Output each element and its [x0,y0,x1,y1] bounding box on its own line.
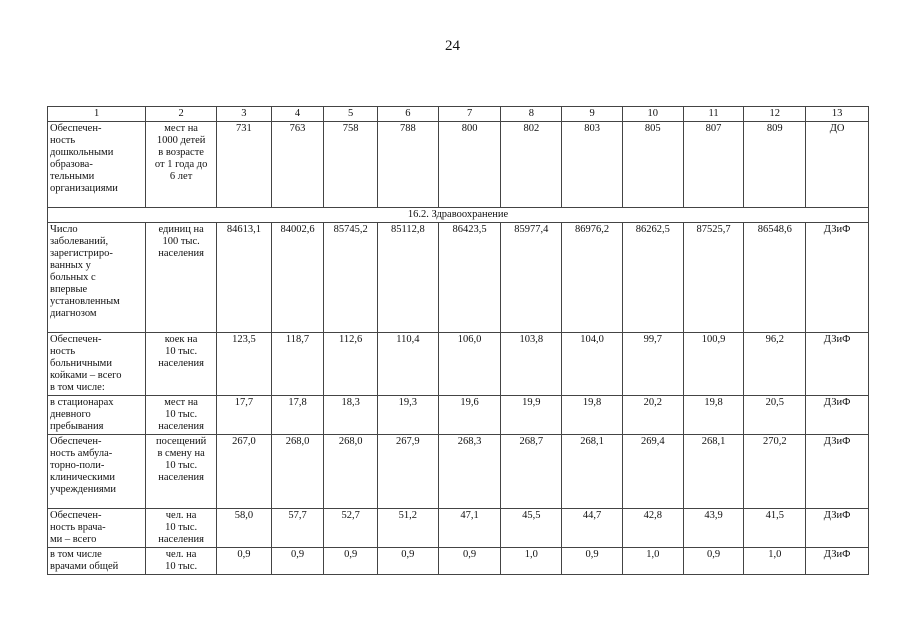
value-cell: 18,3 [324,396,378,435]
executor-cell: ДЗиФ [806,509,869,548]
value-cell: 87525,7 [683,223,744,333]
value-cell: 268,3 [438,435,501,509]
indicator-cell: Обеспечен- ность дошкольными образова- тельными организациями [48,122,146,208]
executor-cell: ДЗиФ [806,223,869,333]
executor-cell: ДЗиФ [806,333,869,396]
value-cell: 270,2 [744,435,806,509]
value-cell: 805 [622,122,683,208]
table-row [48,435,869,509]
column-number: 7 [438,107,501,122]
value-cell: 112,6 [324,333,378,396]
value-cell: 802 [501,122,562,208]
value-cell: 758 [324,122,378,208]
executor-cell: ДЗиФ [806,548,869,575]
value-cell: 803 [562,122,623,208]
value-cell: 268,0 [271,435,324,509]
unit-cell: коек на 10 тыс. населения [146,333,217,396]
value-cell: 86423,5 [438,223,501,333]
value-cell: 0,9 [438,548,501,575]
value-cell: 809 [744,122,806,208]
value-cell: 268,7 [501,435,562,509]
value-cell: 268,1 [562,435,623,509]
value-cell: 85112,8 [377,223,438,333]
column-number: 2 [146,107,217,122]
value-cell: 17,7 [217,396,272,435]
value-cell: 0,9 [271,548,324,575]
indicator-cell: Число заболеваний, зарегистриро- ванных у больных с впервые установленным диагнозом [48,223,146,333]
value-cell: 267,0 [217,435,272,509]
value-cell: 19,3 [377,396,438,435]
value-cell: 100,9 [683,333,744,396]
section-title: 16.2. Здравоохранение [48,208,869,223]
value-cell: 118,7 [271,333,324,396]
value-cell: 1,0 [622,548,683,575]
table-row [48,509,869,548]
value-cell: 96,2 [744,333,806,396]
header-row [48,107,869,122]
value-cell: 51,2 [377,509,438,548]
value-cell: 110,4 [377,333,438,396]
value-cell: 86548,6 [744,223,806,333]
unit-cell: мест на 1000 детей в возрасте от 1 года до 6 лет [146,122,217,208]
value-cell: 19,8 [562,396,623,435]
value-cell: 268,1 [683,435,744,509]
value-cell: 84002,6 [271,223,324,333]
table-row [48,548,869,575]
page-number: 24 [445,38,460,54]
indicators-table [47,106,869,575]
value-cell: 269,4 [622,435,683,509]
value-cell: 0,9 [562,548,623,575]
value-cell: 99,7 [622,333,683,396]
unit-cell: чел. на 10 тыс. [146,548,217,575]
value-cell: 763 [271,122,324,208]
unit-cell: единиц на 100 тыс. населения [146,223,217,333]
indicator-cell: в том числе врачами общей [48,548,146,575]
value-cell: 19,8 [683,396,744,435]
executor-cell: ДО [806,122,869,208]
value-cell: 1,0 [501,548,562,575]
value-cell: 45,5 [501,509,562,548]
value-cell: 84613,1 [217,223,272,333]
value-cell: 85745,2 [324,223,378,333]
row-group-education [48,122,869,208]
row-group-health [48,223,869,575]
unit-cell: чел. на 10 тыс. населения [146,509,217,548]
value-cell: 0,9 [217,548,272,575]
value-cell: 0,9 [683,548,744,575]
executor-cell: ДЗиФ [806,396,869,435]
value-cell: 44,7 [562,509,623,548]
value-cell: 20,5 [744,396,806,435]
value-cell: 19,6 [438,396,501,435]
value-cell: 788 [377,122,438,208]
unit-cell: посещений в смену на 10 тыс. населения [146,435,217,509]
table-row [48,122,869,208]
value-cell: 104,0 [562,333,623,396]
value-cell: 41,5 [744,509,806,548]
column-number: 13 [806,107,869,122]
column-number: 10 [622,107,683,122]
value-cell: 0,9 [324,548,378,575]
value-cell: 86262,5 [622,223,683,333]
unit-cell: мест на 10 тыс. населения [146,396,217,435]
table-row [48,333,869,396]
value-cell: 20,2 [622,396,683,435]
column-number: 4 [271,107,324,122]
value-cell: 52,7 [324,509,378,548]
value-cell: 103,8 [501,333,562,396]
value-cell: 85977,4 [501,223,562,333]
value-cell: 807 [683,122,744,208]
value-cell: 57,7 [271,509,324,548]
executor-cell: ДЗиФ [806,435,869,509]
value-cell: 123,5 [217,333,272,396]
value-cell: 1,0 [744,548,806,575]
value-cell: 268,0 [324,435,378,509]
table-row [48,396,869,435]
column-number: 11 [683,107,744,122]
value-cell: 0,9 [377,548,438,575]
column-number: 3 [217,107,272,122]
value-cell: 106,0 [438,333,501,396]
value-cell: 42,8 [622,509,683,548]
column-number: 12 [744,107,806,122]
indicator-cell: Обеспечен- ность амбула- торно-поли- клиническими учреждениями [48,435,146,509]
column-number: 8 [501,107,562,122]
value-cell: 19,9 [501,396,562,435]
column-number: 6 [377,107,438,122]
value-cell: 86976,2 [562,223,623,333]
column-number: 1 [48,107,146,122]
value-cell: 800 [438,122,501,208]
column-number: 5 [324,107,378,122]
section-row [48,208,869,223]
value-cell: 58,0 [217,509,272,548]
indicator-cell: в стационарах дневного пребывания [48,396,146,435]
indicator-cell: Обеспечен- ность врача- ми – всего [48,509,146,548]
value-cell: 47,1 [438,509,501,548]
value-cell: 267,9 [377,435,438,509]
value-cell: 43,9 [683,509,744,548]
indicator-cell: Обеспечен- ность больничными койками – всего в том числе: [48,333,146,396]
table-row [48,223,869,333]
column-number: 9 [562,107,623,122]
value-cell: 731 [217,122,272,208]
value-cell: 17,8 [271,396,324,435]
